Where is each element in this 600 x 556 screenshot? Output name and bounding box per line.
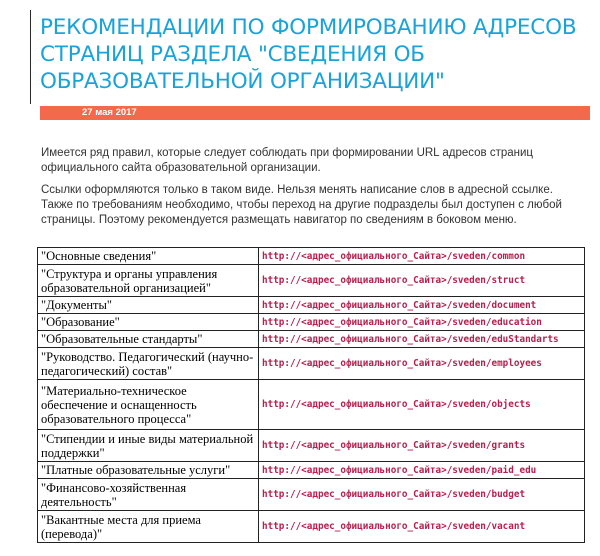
section-name: "Вакантные места для приема (перевода)" bbox=[38, 511, 259, 543]
section-url: http://<адрес_официального_Сайта>/sveden/paid_edu bbox=[259, 462, 585, 479]
table-row bbox=[38, 314, 585, 331]
section-name: "Основные сведения" bbox=[38, 248, 259, 265]
table-row bbox=[38, 511, 585, 543]
post-date: 27 мая 2017 bbox=[82, 107, 137, 118]
rules-paragraph: Ссылки оформляются только в таком виде. Нельзя менять написание слов в адресной ссылке. Также по требованиям необходимо, чтобы переход на другие подразделы был доступен с любой страницы. Поэтому рекомендуется размещать навигатор по сведениям в боковом меню. bbox=[41, 184, 562, 226]
section-url: http://<адрес_официального_Сайта>/sveden/objects bbox=[259, 380, 585, 430]
section-url: http://<адрес_официального_Сайта>/sveden/vacant bbox=[259, 511, 585, 543]
section-url: http://<адрес_официального_Сайта>/sveden/common bbox=[259, 248, 585, 265]
section-url: http://<адрес_официального_Сайта>/sveden/education bbox=[259, 314, 585, 331]
title-left-rule bbox=[30, 10, 31, 104]
section-name: "Образовательные стандарты" bbox=[38, 331, 259, 348]
table-row bbox=[38, 348, 585, 380]
section-url: http://<адрес_официального_Сайта>/sveden/struct bbox=[259, 265, 585, 297]
section-name: "Документы" bbox=[38, 297, 259, 314]
table-row bbox=[38, 430, 585, 462]
section-name: "Образование" bbox=[38, 314, 259, 331]
table-row bbox=[38, 462, 585, 479]
section-url: http://<адрес_официального_Сайта>/sveden/budget bbox=[259, 479, 585, 511]
page-title: РЕКОМЕНДАЦИИ ПО ФОРМИРОВАНИЮ АДРЕСОВ СТРАНИЦ РАЗДЕЛА "СВЕДЕНИЯ ОБ ОБРАЗОВАТЕЛЬНОЙ ОРГАНИЗАЦИИ" bbox=[40, 15, 577, 94]
section-url: http://<адрес_официального_Сайта>/sveden/grants bbox=[259, 430, 585, 462]
table-row bbox=[38, 331, 585, 348]
table-row bbox=[38, 479, 585, 511]
section-name: "Руководство. Педагогический (научно-педагогический) состав" bbox=[38, 348, 259, 380]
section-url: http://<адрес_официального_Сайта>/sveden/eduStandarts bbox=[259, 331, 585, 348]
section-name: "Финансово-хозяйственная деятельность" bbox=[38, 479, 259, 511]
table-row bbox=[38, 248, 585, 265]
section-name: "Стипендии и иные виды материальной поддержки" bbox=[38, 430, 259, 462]
table-row bbox=[38, 265, 585, 297]
section-name: "Платные образовательные услуги" bbox=[38, 462, 259, 479]
table-row bbox=[38, 380, 585, 430]
section-url: http://<адрес_официального_Сайта>/sveden/employees bbox=[259, 348, 585, 380]
section-name: "Материально-техническое обеспечение и оснащенность образовательного процесса" bbox=[38, 380, 259, 430]
intro-paragraph: Имеется ряд правил, которые следует соблюдать при формировании URL адресов страниц официального сайта образовательной организации. bbox=[41, 147, 533, 174]
url-table bbox=[37, 247, 585, 543]
section-name: "Структура и органы управления образовательной организацией" bbox=[38, 265, 259, 297]
section-url: http://<адрес_официального_Сайта>/sveden/document bbox=[259, 297, 585, 314]
table-row bbox=[38, 297, 585, 314]
